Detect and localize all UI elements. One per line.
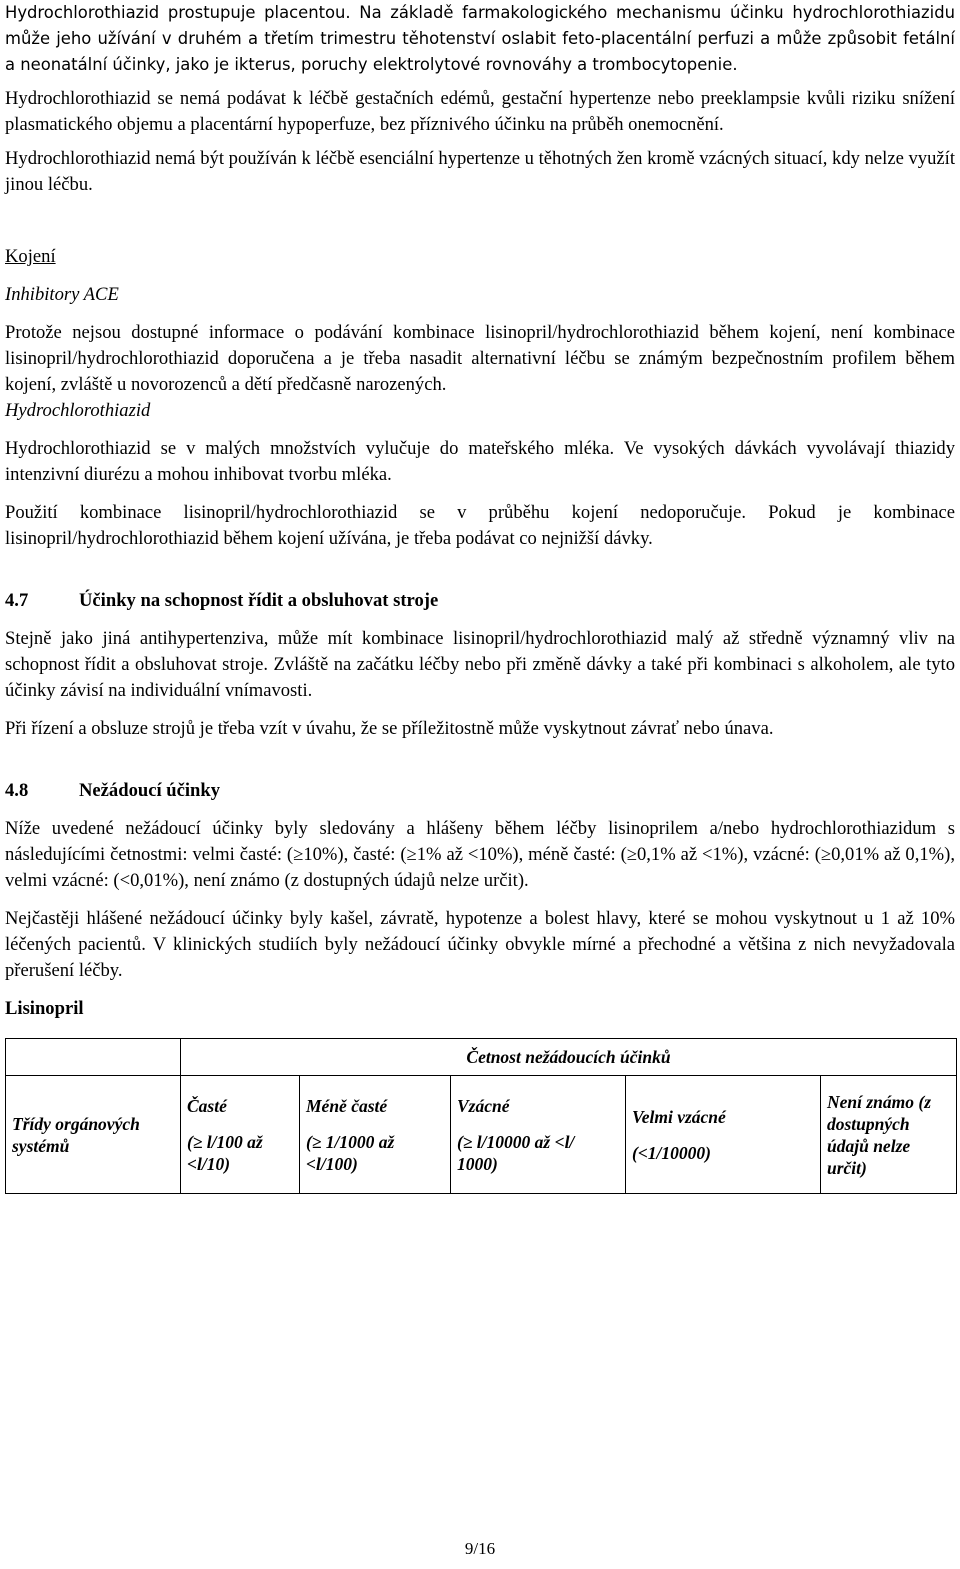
- frequency-column-very-rare: [626, 1076, 821, 1194]
- frequency-table-empty-cell: [6, 1039, 181, 1076]
- frequency-table: [5, 1038, 957, 1194]
- column-name: Vzácné: [457, 1095, 510, 1116]
- organ-system-header: [6, 1076, 181, 1194]
- lisinopril-subheading: Lisinopril: [5, 998, 84, 1019]
- column-name: Časté: [187, 1095, 227, 1116]
- section-4-7-heading: [5, 588, 955, 614]
- section-4-8-heading: [5, 778, 955, 804]
- document-page: [5, 0, 955, 1194]
- hctz-breastfeeding-text: Hydrochlorothiazid se v malých množstvích vylučuje do mateřského mléka. Ve vysokých dávkách vyvolávají thiazidy intenzivní diurézu a mohou inhibovat tvorbu mléka.: [5, 438, 955, 485]
- hctz-heading: Hydrochlorothiazid: [5, 400, 151, 421]
- frequency-group-header: Četnost nežádoucích účinků: [181, 1039, 957, 1076]
- frequency-column-rare: [451, 1076, 626, 1194]
- section-4-8-paragraph-2: Nejčastěji hlášené nežádoucí účinky byly kašel, závratě, hypotenze a bolest hlavy, které se mohou vyskytnout u 1 až 10% léčených pacientů. V klinických studiích byly nežádoucí účinky obvykle mírné a přechodné a většina z nich nevyžadovala přerušení léčby.: [5, 908, 955, 981]
- frequency-table-header-row: [6, 1039, 957, 1076]
- organ-system-header-text: Třídy orgánových systémů: [12, 1113, 140, 1156]
- pregnancy-paragraph-3: Hydrochlorothiazid nemá být používán k léčbě esenciální hypertenze u těhotných žen kromě vzácných situací, kdy nelze využít jinou léčbu.: [5, 148, 955, 195]
- section-4-7-paragraph-2: Při řízení a obsluze strojů je třeba vzít v úvahu, že se příležitostně může vyskytnout závrať nebo únava.: [5, 718, 774, 739]
- section-4-7-title: Účinky na schopnost řídit a obsluhovat stroje: [79, 590, 439, 611]
- section-4-7-paragraph-1: Stejně jako jiná antihypertenziva, může mít kombinace lisinopril/hydrochlorothiazid malý až středně významný vliv na schopnost řídit a obsluhovat stroje. Zvláště na začátku léčby nebo při změně dávky a také při kombinaci s alkoholem, ale tyto účinky závisí na individuální vnímavosti.: [5, 628, 955, 701]
- pregnancy-paragraph-1: Hydrochlorothiazid prostupuje placentou. Na základě farmakologického mechanismu účinku hydrochlorothiazidu může jeho užívání v druhém a třetím trimestru těhotenství oslabit feto-placentální perfuzi a může způsobit fetální a neonatální účinky, jako je ikterus, poruchy elektrolytové rovnováhy a trombocytopenie.: [5, 3, 955, 74]
- pregnancy-paragraph-2: Hydrochlorothiazid se nemá podávat k léčbě gestačních edémů, gestační hypertenze nebo preeklampsie kvůli riziku snížení plasmatického objemu a placentární hypoperfuze, bez příznivého účinku na průběh onemocnění.: [5, 88, 955, 135]
- column-range: (≥ l/100 až <l/10): [187, 1131, 263, 1174]
- ace-breastfeeding-text: Protože nejsou dostupné informace o podávání kombinace lisinopril/hydrochlorothiazid během kojení, není kombinace lisinopril/hydrochlorothiazid doporučena a je třeba nasadit alternativní léčbu se známým bezpečnostním profilem během kojení, zvláště u novorozenců a dětí předčasně narozených.: [5, 322, 955, 395]
- frequency-column-uncommon: [300, 1076, 451, 1194]
- column-name: Není známo (z dostupných údajů nelze určit): [827, 1091, 932, 1178]
- frequency-column-common: [181, 1076, 300, 1194]
- page-number: 9/16: [464, 1539, 496, 1558]
- column-name: Méně časté: [306, 1095, 388, 1116]
- section-4-8-number: 4.8: [5, 780, 29, 801]
- combo-breastfeeding-text: Použití kombinace lisinopril/hydrochlorothiazid se v průběhu kojení nedoporučuje. Pokud je kombinace lisinopril/hydrochlorothiazid během kojení užívána, je třeba podávat co nejnižší dávky.: [5, 502, 955, 549]
- breastfeeding-heading: Kojení: [5, 246, 56, 267]
- column-range: (≥ 1/1000 až <l/100): [306, 1131, 395, 1174]
- section-4-8-title: Nežádoucí účinky: [79, 780, 221, 801]
- frequency-column-not-known: [821, 1076, 957, 1194]
- column-name: Velmi vzácné: [632, 1106, 726, 1127]
- ace-inhibitors-heading: Inhibitory ACE: [5, 284, 119, 305]
- column-range: (<1/10000): [632, 1142, 711, 1163]
- column-range: (≥ l/10000 až <l/ 1000): [457, 1131, 575, 1174]
- frequency-table-column-row: [6, 1076, 957, 1194]
- section-4-7-number: 4.7: [5, 590, 29, 611]
- section-4-8-paragraph-1: Níže uvedené nežádoucí účinky byly sledovány a hlášeny během léčby lisinoprilem a/nebo hydrochlorothiazidum s následujícími četnostmi: velmi časté: (≥10%), časté: (≥1% až <10%), méně časté: (≥0,1% až <1%), vzácné: (≥0,01% až 0,1%), velmi vzácné: (<0,01%), není známo (z dostupných údajů nelze určit).: [5, 818, 955, 891]
